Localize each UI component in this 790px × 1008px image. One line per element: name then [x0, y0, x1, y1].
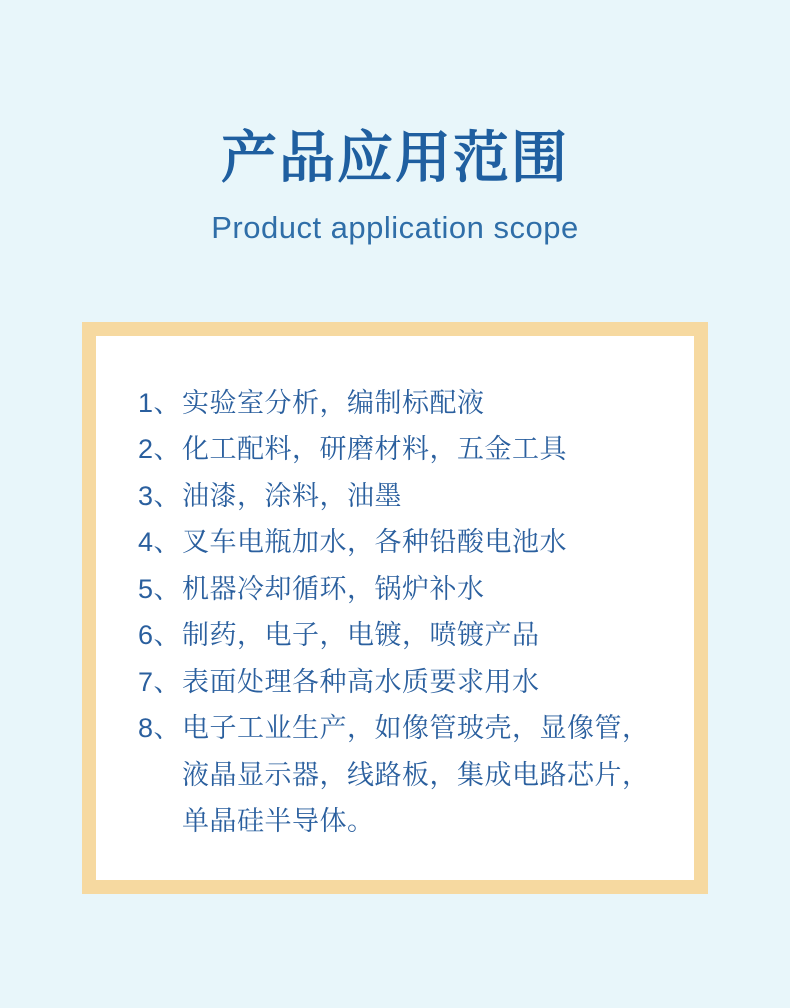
list-item-number: 3、	[138, 480, 182, 511]
list-item-number: 5、	[138, 573, 182, 604]
list-item-label: 油漆，涂料，油墨	[182, 480, 402, 511]
list-item	[138, 659, 664, 705]
list-item-number: 4、	[138, 527, 182, 558]
list-item-label: 叉车电瓶加水，各种铅酸电池水	[182, 527, 567, 558]
list-item-number: 1、	[138, 388, 182, 418]
list-item-label: 实验室分析，编制标配液	[182, 388, 485, 418]
list-item-number: 6、	[138, 620, 182, 651]
list-item-number: 8、	[138, 713, 182, 744]
list-item	[138, 612, 664, 658]
application-scope-panel	[82, 322, 708, 894]
page-subtitle: Product application scope	[211, 210, 579, 246]
list-item-label: 化工配料，研磨材料，五金工具	[182, 434, 567, 465]
list-item-number: 7、	[138, 666, 182, 697]
list-item-label: 机器冷却循环，锅炉补水	[182, 573, 485, 604]
list-item	[138, 566, 664, 612]
list-item-number: 2、	[138, 434, 182, 465]
list-item	[138, 473, 664, 519]
list-item-label: 表面处理各种高水质要求用水	[182, 666, 540, 697]
page-header	[0, 0, 790, 246]
list-item	[138, 519, 664, 565]
list-item	[138, 705, 664, 844]
application-list	[96, 336, 694, 844]
list-item	[138, 426, 664, 472]
list-item-label: 制药，电子，电镀，喷镀产品	[182, 620, 540, 651]
page-title: 产品应用范围	[221, 126, 569, 189]
list-item	[138, 380, 664, 426]
list-item-label: 电子工业生产，如像管玻壳，显像管，液晶显示器，线路板，集成电路芯片，单晶硅半导体。	[182, 713, 650, 836]
